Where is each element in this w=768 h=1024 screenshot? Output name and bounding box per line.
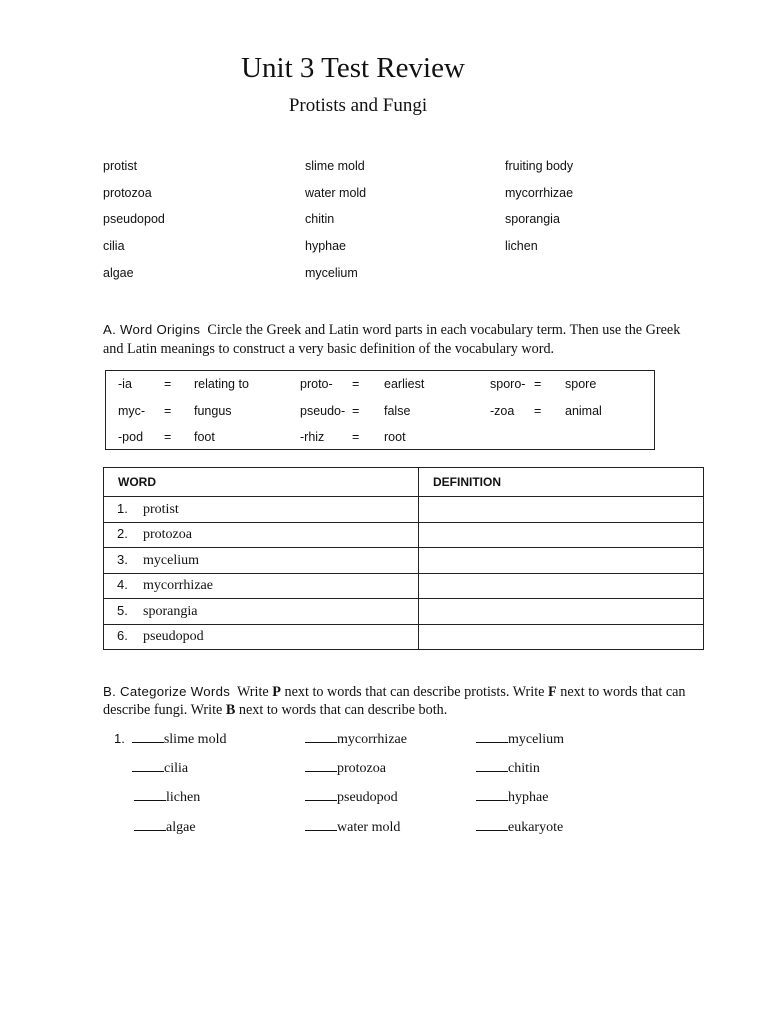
word-text: sporangia (143, 603, 198, 619)
definition-cell[interactable] (419, 522, 704, 548)
equals-sign: = (352, 404, 360, 418)
table-row (104, 548, 704, 574)
word-cell (104, 497, 419, 523)
answer-blank[interactable] (305, 730, 337, 743)
section-b-text-2: next to words that can describe protists. Write (280, 684, 549, 700)
word-text: mycorrhizae (143, 578, 213, 594)
categorize-word: pseudopod (337, 790, 398, 805)
categorize-word: hyphae (508, 790, 549, 805)
vocab-term: chitin (305, 212, 335, 227)
word-cell (104, 548, 419, 574)
word-cell (104, 522, 419, 548)
word-cell (104, 573, 419, 599)
word-text: protozoa (143, 527, 192, 543)
row-number: 2. (117, 526, 128, 542)
protist-letter: P (272, 684, 281, 700)
both-letter: B (225, 702, 236, 718)
definition-column-header: DEFINITION (419, 468, 704, 497)
answer-blank[interactable] (476, 759, 508, 772)
categorize-item (114, 730, 226, 748)
vocab-term: protozoa (103, 185, 152, 200)
equals-sign: = (352, 377, 360, 391)
section-b-text-3: next to words that can describe fungi. Write (103, 684, 686, 718)
word-part: myc- (118, 404, 146, 418)
equals-sign: = (534, 404, 542, 418)
vocab-term: protist (103, 159, 138, 173)
vocab-term: mycorrhizae (505, 185, 574, 200)
answer-blank[interactable] (476, 818, 508, 831)
vocab-term: hyphae (305, 239, 347, 254)
categorize-word: mycorrhizae (337, 732, 407, 747)
vocab-term: mycelium (305, 265, 358, 280)
vocab-term: cilia (103, 239, 125, 254)
vocab-term: slime mold (305, 159, 365, 173)
word-part-meaning: animal (565, 404, 602, 418)
answer-blank[interactable] (476, 730, 508, 743)
categorize-word: protozoa (337, 761, 386, 776)
vocab-term: pseudopod (103, 212, 165, 227)
categorize-item (305, 730, 407, 748)
vocab-term: water mold (305, 185, 367, 200)
word-text: mycelium (143, 552, 199, 568)
equals-sign: = (164, 404, 172, 418)
word-text: pseudopod (143, 629, 204, 645)
answer-blank[interactable] (134, 788, 166, 801)
word-parts-box (105, 370, 655, 450)
vocab-column-1 (103, 157, 165, 290)
definition-cell[interactable] (419, 599, 704, 625)
word-part-meaning: root (384, 430, 406, 444)
categorize-item (476, 818, 563, 836)
categorize-item (476, 730, 564, 748)
categorize-word: lichen (166, 790, 201, 805)
fungi-letter: F (548, 684, 557, 700)
section-b-text-1: Write (236, 684, 273, 700)
row-number: 6. (117, 628, 128, 644)
categorize-item (476, 759, 540, 777)
categorize-word: eukaryote (508, 820, 564, 835)
row-number: 3. (117, 551, 128, 567)
word-part-meaning: spore (565, 377, 597, 391)
word-column-header: WORD (104, 468, 419, 497)
section-a-instructions (103, 320, 703, 359)
vocab-column-2 (305, 157, 366, 290)
row-number: 1. (117, 500, 128, 516)
vocab-term: fruiting body (505, 159, 574, 173)
categorize-word: cilia (164, 761, 189, 776)
word-part: -ia (118, 377, 132, 391)
answer-blank[interactable] (305, 759, 337, 772)
word-part: -pod (118, 430, 144, 444)
answer-blank[interactable] (134, 818, 166, 831)
definition-cell[interactable] (419, 624, 704, 650)
section-b-heading: B. Categorize Words (103, 684, 231, 699)
equals-sign: = (164, 377, 172, 391)
word-part: pseudo- (300, 404, 346, 418)
answer-blank[interactable] (132, 730, 164, 743)
equals-sign: = (164, 430, 172, 444)
table-row (104, 522, 704, 548)
word-definition-table (103, 467, 704, 650)
row-number: 5. (117, 602, 128, 618)
categorize-word: mycelium (508, 732, 564, 747)
vocab-term: sporangia (505, 212, 560, 227)
word-part-meaning: relating to (194, 377, 249, 391)
definition-cell[interactable] (419, 497, 704, 523)
vocab-term: algae (103, 265, 134, 280)
page-subtitle: Protists and Fungi (288, 95, 428, 116)
word-part: proto- (300, 377, 333, 391)
section-a-heading: A. Word Origins (103, 322, 201, 337)
answer-blank[interactable] (132, 759, 164, 772)
categorize-item (134, 818, 196, 836)
table-header-row (104, 468, 704, 497)
definition-cell[interactable] (419, 548, 704, 574)
word-part: -rhiz (300, 430, 325, 444)
table-row (104, 497, 704, 523)
answer-blank[interactable] (305, 818, 337, 831)
word-part-meaning: foot (194, 430, 215, 444)
categorize-item (132, 759, 188, 777)
page-title: Unit 3 Test Review (241, 52, 465, 84)
item-number: 1. (114, 731, 125, 746)
definition-cell[interactable] (419, 573, 704, 599)
categorize-item (305, 788, 398, 806)
answer-blank[interactable] (476, 788, 508, 801)
section-b-instructions (103, 683, 723, 719)
equals-sign: = (534, 377, 542, 391)
word-part-meaning: fungus (194, 404, 232, 418)
table-row (104, 599, 704, 625)
categorize-item (305, 759, 386, 777)
word-part: sporo- (490, 377, 526, 391)
word-cell (104, 599, 419, 625)
word-part-meaning: false (384, 404, 411, 418)
word-text: protist (143, 501, 179, 517)
categorize-item (476, 788, 548, 806)
categorize-word: chitin (508, 761, 540, 776)
vocab-column-3 (505, 157, 573, 264)
word-part: -zoa (490, 404, 515, 418)
equals-sign: = (352, 430, 360, 444)
section-b-text-4: next to words that can describe both. (235, 702, 448, 718)
row-number: 4. (117, 577, 128, 593)
categorize-word: slime mold (163, 732, 227, 747)
categorize-item (305, 818, 400, 836)
vocabulary-list (103, 157, 713, 292)
categorize-item (134, 788, 200, 806)
categorize-word: water mold (337, 820, 401, 835)
word-cell (104, 624, 419, 650)
vocab-term: lichen (505, 239, 538, 254)
answer-blank[interactable] (305, 788, 337, 801)
word-part-meaning: earliest (384, 377, 425, 391)
table-row (104, 573, 704, 599)
categorize-word: algae (166, 820, 196, 835)
section-a-text: Circle the Greek and Latin word parts in each vocabulary term. Then use the Greek and Latin meanings to construct a very basic definition of the vocabulary word. (103, 322, 681, 357)
table-row (104, 624, 704, 650)
